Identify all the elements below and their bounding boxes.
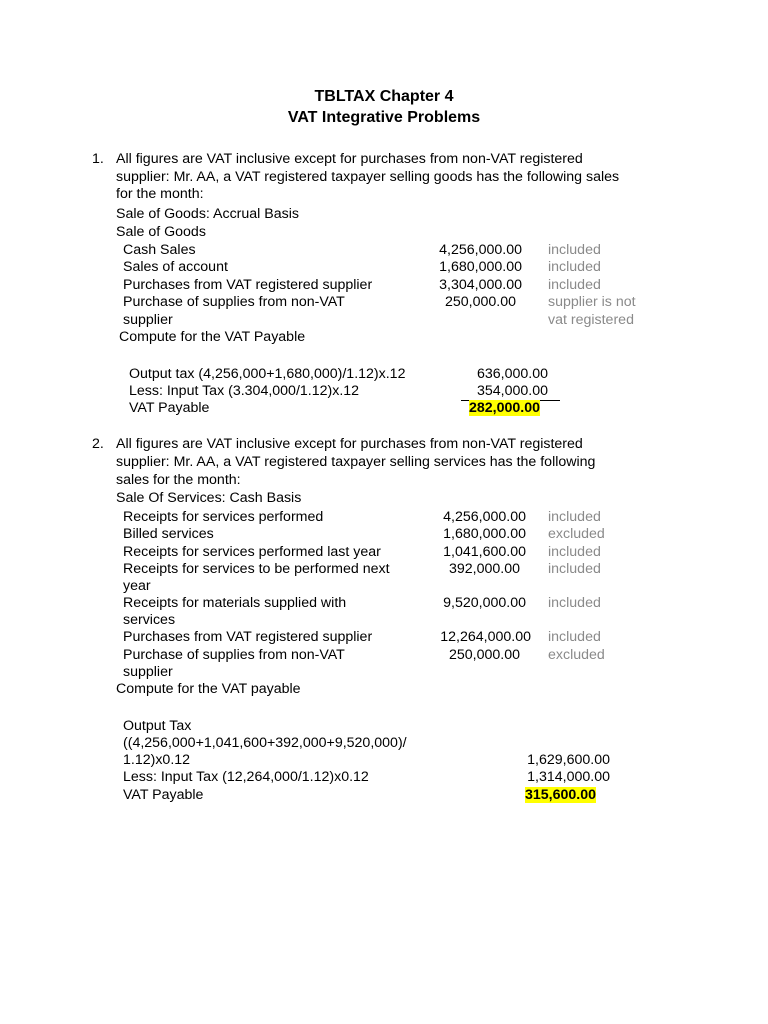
item-label: services — [123, 612, 176, 628]
item-label: Cash Sales — [123, 242, 196, 258]
computation-label: Less: Input Tax (12,264,000/1.12)x0.12 — [123, 769, 369, 785]
computation-label: VAT Payable — [123, 787, 204, 803]
problem-number: 2. — [92, 436, 104, 452]
page-title: TBLTAX Chapter 4 — [314, 88, 454, 105]
item-label: Billed services — [123, 526, 214, 542]
intro-line: All figures are VAT inclusive except for purchases from non-VAT registered — [116, 151, 583, 167]
computation-amount: 1,314,000.00 — [527, 769, 610, 785]
intro-line: sales for the month: — [116, 472, 241, 488]
item-amount: 392,000.00 — [448, 561, 520, 577]
item-amount: 4,256,000.00 — [443, 509, 526, 525]
computation-amount: 636,000.00 — [476, 366, 548, 382]
item-label: supplier — [123, 664, 173, 680]
intro-line: All figures are VAT inclusive except for purchases from non-VAT registered — [116, 436, 583, 452]
computation-label: Output tax (4,256,000+1,680,000)/1.12)x.12 — [129, 366, 406, 382]
item-label: Receipts for services performed — [123, 509, 324, 525]
computation-label: 1.12)x0.12 — [123, 752, 191, 768]
item-note: supplier is not — [548, 294, 636, 310]
computation-amount: 1,629,600.00 — [527, 752, 610, 768]
item-label: Purchase of supplies from non-VAT — [123, 294, 345, 310]
section-heading: Sale of Goods: Accrual Basis — [116, 206, 299, 222]
item-label: Sales of account — [123, 259, 228, 275]
item-note: included — [548, 242, 601, 258]
computation-label: Less: Input Tax (3.304,000/1.12)x.12 — [129, 383, 360, 399]
item-label: year — [123, 578, 151, 594]
page-subtitle: VAT Integrative Problems — [287, 109, 481, 126]
item-label: Purchases from VAT registered supplier — [123, 629, 373, 645]
item-amount: 12,264,000.00 — [440, 629, 531, 645]
item-note: included — [548, 544, 601, 560]
item-amount: 9,520,000.00 — [443, 595, 526, 611]
vat-payable-amount: 315,600.00 — [525, 787, 597, 803]
item-note: included — [548, 595, 601, 611]
item-amount: 250,000.00 — [444, 294, 516, 310]
item-label: Receipts for materials supplied with — [123, 595, 347, 611]
section-heading: Sale Of Services: Cash Basis — [116, 490, 302, 506]
question: Compute for the VAT Payable — [119, 329, 306, 345]
computation-amount: 354,000.00 — [461, 383, 560, 401]
item-note: included — [548, 259, 601, 275]
intro-line: for the month: — [116, 186, 204, 202]
intro-line: supplier: Mr. AA, a VAT registered taxpayer selling services has the following — [116, 454, 596, 470]
item-label: Purchase of supplies from non-VAT — [123, 647, 345, 663]
item-note: included — [548, 629, 601, 645]
item-amount: 1,041,600.00 — [443, 544, 526, 560]
computation-label: Output Tax — [123, 718, 192, 734]
item-note: included — [548, 509, 601, 525]
computation-label: ((4,256,000+1,041,600+392,000+9,520,000)/ — [123, 735, 407, 751]
item-label: supplier — [123, 312, 173, 328]
section-heading: Sale of Goods — [116, 224, 206, 240]
item-note: excluded — [548, 526, 605, 542]
question: Compute for the VAT payable — [116, 681, 301, 697]
item-label: Purchases from VAT registered supplier — [123, 277, 373, 293]
item-note: excluded — [548, 647, 605, 663]
item-label: Receipts for services performed last year — [123, 544, 381, 560]
vat-payable-amount: 282,000.00 — [469, 400, 541, 416]
item-amount: 3,304,000.00 — [439, 277, 522, 293]
item-amount: 4,256,000.00 — [439, 242, 522, 258]
item-note: included — [548, 561, 601, 577]
item-amount: 1,680,000.00 — [443, 526, 526, 542]
item-amount: 250,000.00 — [448, 647, 520, 663]
computation-label: VAT Payable — [129, 400, 210, 416]
problem-number: 1. — [92, 151, 104, 167]
item-note: included — [548, 277, 601, 293]
item-amount: 1,680,000.00 — [439, 259, 522, 275]
item-label: Receipts for services to be performed next — [123, 561, 390, 577]
item-note: vat registered — [548, 312, 634, 328]
intro-line: supplier: Mr. AA, a VAT registered taxpayer selling goods has the following sales — [116, 169, 620, 185]
